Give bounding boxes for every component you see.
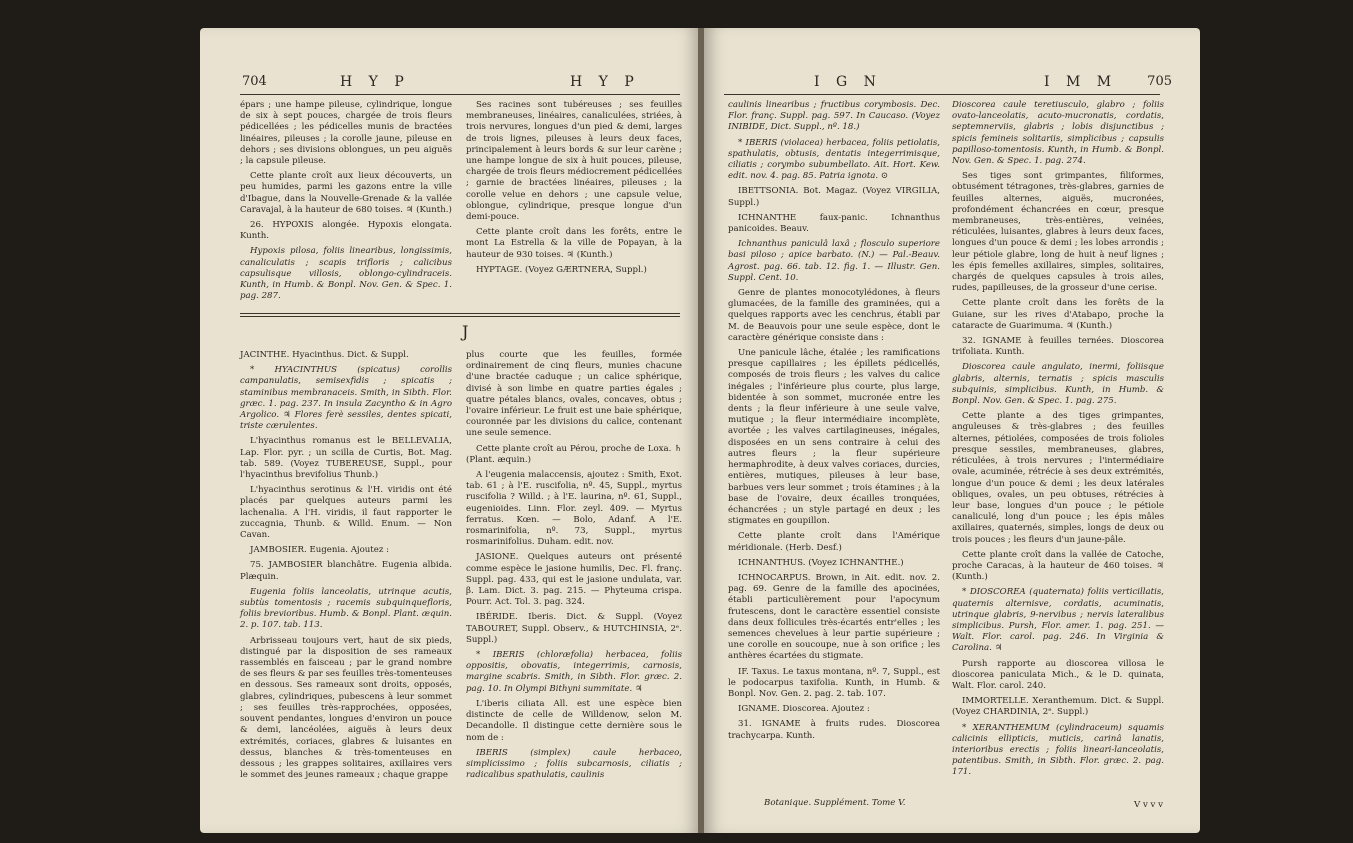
paragraph: ICHNOCARPUS. Brown, in Ait. edit. nov. 2. pag. 69. Genre de la famille des apocinées, établi particulièrement pour l'apocynum frutescens, dont le caractère essentiel consiste dans deux follicules très-écartés entr'elles ; les semences chevelues à leur partie supérieure ; une corolle en soucoupe, nue à son orifice ; les anthères écartées du stigmate.: [728, 572, 940, 662]
paragraph: 31. IGNAME à fruits rudes. Dioscorea trachycarpa. Kunth.: [728, 719, 940, 741]
left-col-2: [466, 100, 682, 310]
paragraph: IBÉRIDE. Iberis. Dict. & Suppl. (Voyez TABOURET, Suppl. Observ., & HUTCHINSIA, 2ᵉ. Suppl.): [466, 612, 682, 645]
paragraph: Hypoxis pilosa, foliis linearibus, longissimis, canaliculatis ; scapis trifloris ; calicibus capsulisque villosis, oblongo-cylindraceis. Kunth, in Humb. & Bonpl. Nov. Gen. & Spec. 1. pag. 287.: [240, 246, 452, 302]
paragraph: * IBERIS (chloræfolia) herbacea, foliis oppositis, obovatis, integerrimis, carnosis, margine scabris. Smith, in Sibth. Flor. græc. 2. pag. 10. In Olympi Bithyni summitate. ♃: [466, 650, 682, 694]
paragraph: Une panicule lâche, étalée ; les ramifications presque capillaires ; les épillets pédicellés, composés de trois fleurs ; les valves du calice inégales ; l'inférieure plus courte, plus large, bidentée à son sommet, mucronée entre les dents ; la fleur inférieure à une seule valve, mutique ; la fleur intermédiaire incomplète, avortée ; les valves cartilagineuses, inégales, disposées en un sens contraire à celui des autres fleurs ; la fleur supérieure hermaphrodite, à deux valves coriaces, durcies, entières, mutiques, pileuses à leur base, barbues vers leur sommet ; trois étamines ; à la base de l'ovaire, deux écailles tronquées, échancrées ; un style partagé en deux ; les stigmates en goupillon.: [728, 348, 940, 527]
paragraph: Arbrisseau toujours vert, haut de six pieds, distingué par la disposition de ses rameaux rassemblés en faisceau ; par le grand nombre de ses fleurs & par ses feuilles très-tomenteuses en dessous. Ses rameaux sont droits, opposés, glabres, cylindriques, pubescens à leur sommet ; ses feuilles très-rapprochées, opposées, souvent pendantes, longues d'environ un pouce & demi, lancéolées, aiguës à leurs deux extrémités, coriaces, glabres & luisantes en dessus, blanches & très-tomenteuses en dessous ; les grappes solitaires, axillaires vers le sommet des jeunes rameaux ; chaque grappe: [240, 635, 452, 781]
right-col-1: [728, 100, 940, 790]
paragraph: Dioscorea caule teretiusculo, glabro ; foliis ovato-lanceolatis, acuto-mucronatis, cordatis, septemnerviis, glabris ; lobis disjunctibus ; spicis femineis solitariis, simplicibus ; capsulis papilloso-tomentosis. Kunth, in Humb. & Bonpl. Nov. Gen. & Spec. 1. pag. 274.: [952, 100, 1164, 167]
left-head-word-2: H Y P: [570, 74, 640, 90]
paragraph: IBERIS (simplex) caule herbaceo, simplicissimo ; foliis subcarnosis, ciliatis ; radicalibus spathulatis, caulinis: [466, 747, 682, 781]
paragraph: 75. JAMBOSIER blanchâtre. Eugenia albida. Plæquin.: [240, 560, 452, 582]
section-rule-top: [240, 313, 680, 314]
paragraph: Cette plante a des tiges grimpantes, anguleuses & très-glabres ; des feuilles alternes, pétiolées, composées de trois folioles presque sessiles, membraneuses, glabres, réticulées, à trois nervures ; l'intermédiaire ovale, acuminée, rétrécie à ses deux extrémités, longue d'un pouce & demi ; les deux latérales obliques, ovales, un peu obtuses, rétrécies à leur base, longues d'un pouce ; le pétiole canaliculé, long d'un pouce ; les épis mâles axillaires, quaternés, simples, longs de deux ou trois pouces ; les fleurs d'un jaune-pâle.: [952, 411, 1164, 545]
paragraph: caulinis linearibus ; fructibus corymbosis. Dec. Flor. franç. Suppl. pag. 597. In Caucaso. (Voyez INIBIDE, Dict. Suppl., nº. 18.): [728, 100, 940, 133]
paragraph: Cette plante croît au Pérou, proche de Loxa. ♄ (Plant. æquin.): [466, 443, 682, 465]
paragraph: HYPTAGE. (Voyez GÆRTNERA, Suppl.): [476, 264, 647, 275]
section-rule-bottom: [240, 316, 680, 317]
paragraph: * IBERIS (violacea) herbacea, foliis petiolatis, spathulatis, obtusis, dentatis integerrimisque, ciliatis ; corymbo subumbellato. Ait. Hort. Kew. edit. nov. 4. pag. 85. Patria ignota. ⊙: [728, 137, 940, 182]
page-footer: Botanique. Supplément. Tome V.: [764, 798, 906, 808]
paragraph: IGNAME. Dioscorea. Ajoutez :: [738, 704, 870, 715]
right-head-rule: [724, 94, 1160, 95]
left-head-rule: [240, 94, 680, 95]
paragraph: IMMORTELLE. Xeranthemum. Dict. & Suppl. (Voyez CHARDINIA, 2ᵉ. Suppl.): [952, 696, 1164, 718]
paragraph: JACINTHE. Hyacinthus. Dict. & Suppl.: [240, 350, 409, 360]
right-page: [704, 28, 1200, 833]
paragraph: ICHNANTHUS. (Voyez ICHNANTHE.): [738, 557, 904, 568]
paragraph: Cette plante croît aux lieux découverts, un peu humides, parmi les gazons entre la ville d'Ibague, dans la Nouvelle-Grenade & la vallée Caravajal, à la hauteur de 680 toises. ♃ (Kunth.): [240, 171, 452, 215]
paragraph: L'iberis ciliata All. est une espèce bien distincte de celle de Willdenow, selon M. Decandolle. Il distingue cette dernière sous le nom de :: [466, 698, 682, 743]
left-head-word-1: H Y P: [340, 74, 410, 90]
paragraph: 26. HYPOXIS alongée. Hypoxis elongata. Kunth.: [240, 220, 452, 242]
left-page-number: 704: [242, 74, 267, 89]
signature-mark: V v v v: [1134, 800, 1163, 810]
paragraph: 32. IGNAME à feuilles ternées. Dioscorea trifoliata. Kunth.: [952, 336, 1164, 358]
paragraph: * HYACINTHUS (spicatus) corollis campanulatis, semisexfidis ; spicatis ; staminibus membranaceis. Smith, in Sibth. Flor. græc. 1. pag. 237. In insula Zacyntho & in Agro Argolico. ♃ Flores ferè sessiles, dentes spicati, triste cærulentes.: [240, 365, 452, 432]
paragraph: Ses tiges sont grimpantes, filiformes, obtusément tétragones, très-glabres, garnies de feuilles alternes, aiguës, mucronées, profondément échancrées en cœur, presque membraneuses, très-entières, veinées, réticulées, luisantes, glabres à leurs deux faces, longues d'un pouce & demi ; les lobes arrondis ; leur pétiole glabre, long de huit à neuf lignes ; les épis femelles axillaires, simples, solitaires, chargés de quelques capsules à trois ailes, rudes, papilleuses, de la grosseur d'une cerise.: [952, 171, 1164, 294]
left-col-3: [240, 350, 452, 820]
paragraph: ICHNANTHE faux-panic. Ichnanthus panicoides. Beauv.: [728, 212, 940, 235]
paragraph: JASIONE. Quelques auteurs ont présenté comme espèce le jasione humilis, Dec. Fl. franç. Suppl. pag. 433, qui est le jasione undulata, var. β. Lam. Dict. 3. pag. 215. — Phyteuma crispa. Pourr. Act. Tol. 3. pag. 324.: [466, 552, 682, 608]
paragraph: épars ; une hampe pileuse, cylindrique, longue de six à sept pouces, chargée de trois fleurs pédicellées ; les pédicelles munis de bractées linéaires, pileuses ; la corolle jaune, pileuse en dehors ; ses divisions oblongues, un peu aiguës ; la capsule pileuse.: [240, 100, 452, 167]
paragraph: Cette plante croît dans la vallée de Catoche, proche Caracas, à la hauteur de 460 toises. ♃ (Kunth.): [952, 549, 1164, 583]
paragraph: * DIOSCOREA (quaternata) foliis verticillatis, quaternis alternisve, cordatis, acuminatis, utrinque glabris, 9-nervibus ; nervis lateralibus simplicibus. Pursh, Flor. amer. 1. pag. 251. — Walt. Flor. carol. pag. 246. In Virginia & Carolina. ♃: [952, 587, 1164, 654]
paragraph: Cette plante croît dans les forêts, entre le mont La Estrella & la ville de Popayan, à la hauteur de 930 toises. ♃ (Kunth.): [466, 227, 682, 260]
paragraph: JAMBOSIER. Eugenia. Ajoutez :: [250, 545, 389, 556]
left-col-4: [466, 350, 682, 820]
paragraph: Genre de plantes monocotylédones, à fleurs glumacées, de la famille des graminées, qui a quelques rapports avec les cenchrus, établi par M. de Beauvois pour une seule espèce, dont le caractère générique consiste dans :: [728, 288, 940, 343]
paragraph: Ichnanthus paniculâ laxâ ; flosculo superiore basi piloso ; apice barbato. (N.) — Pal.-Beauv. Agrost. pag. 66. tab. 12. fig. 1. — Illustr. Gen. Suppl. Cent. 10.: [728, 239, 940, 283]
left-col-1: [240, 100, 452, 310]
right-page-number: 705: [1147, 74, 1172, 89]
paragraph: * XERANTHEMUM (cylindraceum) squamis calicinis ellipticis, muticis, carinâ lanatis, interioribus erectis ; foliis lineari-lanceolatis, patentibus. Smith, in Sibth. Flor. græc. 2. pag. 171.: [952, 722, 1164, 778]
right-head-word-1: I G N: [814, 74, 882, 90]
paragraph: plus courte que les feuilles, formée ordinairement de cinq fleurs, munies chacune d'une bractée caduque ; un calice sphérique, divisé à son limbe en quatre parties égales ; quatre pétales blancs, ovales, concaves, obtus ; l'ovaire inférieur. Le fruit est une baie sphérique, couronnée par les divisions du calice, contenant une seule semence.: [466, 350, 682, 439]
right-head-word-2: I M M: [1044, 74, 1118, 90]
right-col-2: [952, 100, 1164, 800]
paragraph: Cette plante croît dans les forêts de la Guiane, sur les rives d'Atabapo, proche la cataracte de Guarimuma. ♃ (Kunth.): [952, 298, 1164, 331]
book-spread: [200, 28, 1200, 833]
paragraph: Eugenia foliis lanceolatis, utrinque acutis, subtùs tomentosis ; racemis subquinquefloris, foliis brevioribus. Humb. & Bonpl. Plant. æquin. 2. p. 107. tab. 113.: [240, 586, 452, 631]
paragraph: Pursh rapporte au dioscorea villosa le dioscorea paniculata Mich., & le D. quinata, Walt. Flor. carol. 240.: [952, 658, 1164, 691]
paragraph: L'hyacinthus romanus est le BELLEVALIA, Lap. Flor. pyr. ; un scilla de Curtis, Bot. Mag. tab. 589. (Voyez TUBEREUSE, Suppl., pour l'hyacinthus brevifolius Thunb.): [240, 436, 452, 481]
paragraph: IF. Taxus. Le taxus montana, nº. 7, Suppl., est le podocarpus taxifolia. Kunth, in Humb. & Bonpl. Nov. Gen. 2. pag. 2. tab. 107.: [728, 666, 940, 699]
section-letter: J: [462, 322, 469, 341]
paragraph: Cette plante croît dans l'Amérique méridionale. (Herb. Desf.): [728, 531, 940, 553]
paragraph: IBETTSONIA. Bot. Magaz. (Voyez VIRGILIA, Suppl.): [728, 186, 940, 208]
paragraph: L'hyacinthus serotinus & l'H. viridis ont été placés par quelques auteurs parmi les lachenalia. A l'H. viridis, il faut rapporter le zuccagnia, Thunb. & Willd. Enum. — Non Cavan.: [240, 485, 452, 541]
right-running-head: [724, 74, 1180, 96]
paragraph: Ses racines sont tubéreuses ; ses feuilles membraneuses, linéaires, canaliculées, striées, à trois nervures, longues d'un pied & demi, larges de trois lignes, pileuses à leurs deux faces, principalement à leurs bords & sur leur carène ; une hampe longue de six à huit pouces, pileuse, chargée de trois fleurs médiocrement pédicellées ; garnie de bractées linéaires, pileuses ; la corolle velue en dehors ; une capsule velue, oblongue, cylindrique, presque longue d'un demi-pouce.: [466, 100, 682, 223]
paragraph: Dioscorea caule angulato, inermi, foliisque glabris, alternis, ternatis ; spicis masculis subquinis, simplicibus. Kunth, in Humb. & Bonpl. Nov. Gen. & Spec. 1. pag. 275.: [952, 362, 1164, 407]
left-page: [200, 28, 700, 833]
paragraph: A l'eugenia malaccensis, ajoutez : Smith, Exot. tab. 61 ; à l'E. ruscifolia, nº. 45, Suppl., myrtus ruscifolia ? Willd. ; à l'E. laurina, nº. 61, Suppl., eugenioides. Linn. Flor. zeyl. 409. — Myrtus ferratus. Kœn. — Bolo, Adanf. A l'E. rosmarinifolia, nº. 73, Suppl., myrtus rosmarinifolius. Duham. edit. nov.: [466, 470, 682, 548]
left-running-head: [220, 74, 680, 96]
